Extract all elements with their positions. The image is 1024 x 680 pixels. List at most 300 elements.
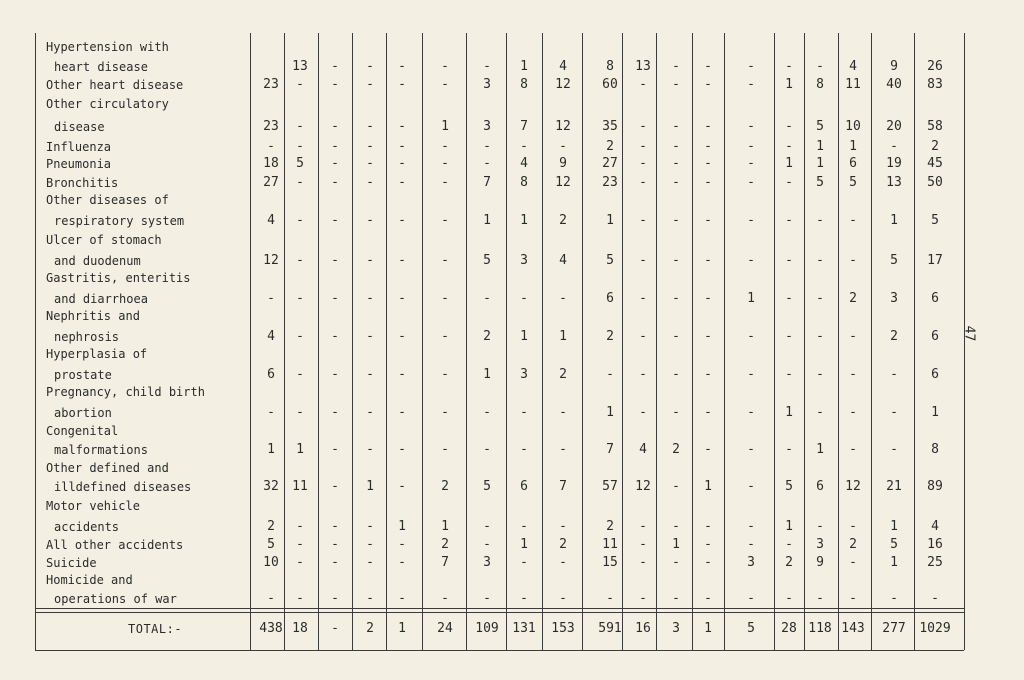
cell-value: 1 — [785, 156, 793, 171]
cell-value: - — [331, 156, 339, 171]
cell-value: - — [296, 77, 304, 92]
cell-value: - — [747, 213, 755, 228]
cell-value: - — [366, 77, 374, 92]
cell-value: 23 — [602, 175, 618, 190]
cell-value: - — [785, 442, 793, 457]
cell-value: - — [785, 591, 793, 606]
column-rule — [542, 33, 543, 650]
cell-value: 7 — [520, 119, 528, 134]
cell-value: - — [672, 591, 680, 606]
cell-value: - — [639, 119, 647, 134]
cell-value: - — [331, 253, 339, 268]
row-label: Pregnancy, child birth — [46, 385, 205, 399]
cell-value: - — [559, 405, 567, 420]
cell-value: 11 — [602, 537, 618, 552]
cell-value: - — [296, 139, 304, 154]
cell-value: - — [816, 329, 824, 344]
row-label: Gastritis, enteritis — [46, 271, 191, 285]
cell-value: 2 — [559, 213, 567, 228]
cell-value: - — [398, 156, 406, 171]
cell-value: 6 — [849, 156, 857, 171]
cell-value: 27 — [602, 156, 618, 171]
cell-value: - — [704, 405, 712, 420]
cell-value: - — [331, 213, 339, 228]
cell-value: - — [747, 77, 755, 92]
cell-value: 7 — [483, 175, 491, 190]
column-rule — [964, 33, 965, 650]
cell-value: - — [606, 367, 614, 382]
cell-value: 5 — [296, 156, 304, 171]
cell-value: - — [520, 555, 528, 570]
cell-value: - — [366, 367, 374, 382]
cell-value: - — [366, 442, 374, 457]
cell-value: - — [672, 175, 680, 190]
cell-value: - — [747, 329, 755, 344]
cell-value: - — [331, 591, 339, 606]
total-label: TOTAL:- — [128, 622, 183, 636]
cell-value: 13 — [292, 59, 308, 74]
cell-value: - — [366, 291, 374, 306]
row-label: Other defined and — [46, 461, 169, 475]
cell-value: - — [785, 367, 793, 382]
cell-value: 3 — [483, 555, 491, 570]
total-value: 1029 — [919, 621, 951, 636]
cell-value: 21 — [886, 479, 902, 494]
cell-value: - — [398, 537, 406, 552]
row-label: disease — [54, 120, 105, 134]
cell-value: 6 — [816, 479, 824, 494]
cell-value: 17 — [927, 253, 943, 268]
cell-value: - — [296, 119, 304, 134]
cell-value: - — [672, 59, 680, 74]
cell-value: 12 — [845, 479, 861, 494]
cell-value: - — [398, 367, 406, 382]
cell-value: - — [704, 367, 712, 382]
column-rule — [466, 33, 467, 650]
cell-value: 1 — [606, 213, 614, 228]
cell-value: 6 — [267, 367, 275, 382]
cell-value: - — [441, 291, 449, 306]
cell-value: - — [704, 253, 712, 268]
row-label: Congenital — [46, 424, 119, 438]
cell-value: - — [559, 139, 567, 154]
cell-value: 13 — [635, 59, 651, 74]
cell-value: 1 — [366, 479, 374, 494]
cell-value: - — [704, 175, 712, 190]
cell-value: 83 — [927, 77, 943, 92]
cell-value: 1 — [890, 213, 898, 228]
cell-value: - — [366, 156, 374, 171]
cell-value: - — [747, 479, 755, 494]
cell-value: 2 — [559, 367, 567, 382]
cell-value: - — [672, 329, 680, 344]
cell-value: - — [331, 77, 339, 92]
cell-value: 5 — [816, 119, 824, 134]
cell-value: 1 — [441, 119, 449, 134]
cell-value: - — [849, 519, 857, 534]
cell-value: - — [483, 405, 491, 420]
cell-value: 3 — [520, 253, 528, 268]
cell-value: - — [704, 329, 712, 344]
cell-value: - — [747, 537, 755, 552]
cell-value: 1 — [520, 537, 528, 552]
cell-value: 19 — [886, 156, 902, 171]
cell-value: - — [747, 119, 755, 134]
total-value: 118 — [808, 621, 832, 636]
column-rule — [422, 33, 423, 650]
cell-value: 1 — [785, 77, 793, 92]
cell-value: - — [639, 156, 647, 171]
cell-value: - — [639, 555, 647, 570]
cell-value: 5 — [606, 253, 614, 268]
cell-value: - — [785, 119, 793, 134]
cell-value: 9 — [890, 59, 898, 74]
cell-value: - — [639, 367, 647, 382]
row-label: All other accidents — [46, 538, 184, 552]
cell-value: 27 — [263, 175, 279, 190]
cell-value: - — [366, 139, 374, 154]
cell-value: - — [639, 329, 647, 344]
cell-value: - — [639, 537, 647, 552]
cell-value: 4 — [559, 253, 567, 268]
row-label: Pneumonia — [46, 157, 112, 171]
cell-value: 5 — [931, 213, 939, 228]
cell-value: 20 — [886, 119, 902, 134]
cell-value: 1 — [559, 329, 567, 344]
row-label: Bronchitis — [46, 176, 119, 190]
cell-value: - — [672, 139, 680, 154]
cell-value: - — [520, 291, 528, 306]
cell-value: - — [331, 537, 339, 552]
cell-value: 1 — [747, 291, 755, 306]
cell-value: - — [296, 329, 304, 344]
cell-value: 6 — [606, 291, 614, 306]
cell-value: - — [785, 253, 793, 268]
cell-value: 1 — [816, 156, 824, 171]
cell-value: - — [639, 519, 647, 534]
cell-value: 1 — [296, 442, 304, 457]
cell-value: - — [672, 291, 680, 306]
row-label: abortion — [54, 406, 112, 420]
cell-value: - — [704, 156, 712, 171]
cell-value: 2 — [483, 329, 491, 344]
total-value: 5 — [747, 621, 755, 636]
cell-value: - — [296, 253, 304, 268]
column-rule — [914, 33, 915, 650]
cell-value: - — [559, 291, 567, 306]
cell-value: 2 — [441, 537, 449, 552]
cell-value: - — [672, 519, 680, 534]
cell-value: - — [483, 591, 491, 606]
total-value: 16 — [635, 621, 651, 636]
cell-value: 1 — [931, 405, 939, 420]
cell-value: - — [520, 139, 528, 154]
cell-value: - — [267, 405, 275, 420]
cell-value: 1 — [520, 213, 528, 228]
cell-value: 89 — [927, 479, 943, 494]
cell-value: - — [639, 213, 647, 228]
cell-value: 15 — [602, 555, 618, 570]
cell-value: 35 — [602, 119, 618, 134]
cell-value: - — [849, 442, 857, 457]
cell-value: - — [606, 591, 614, 606]
row-label: Nephritis and — [46, 309, 140, 323]
cell-value: - — [441, 139, 449, 154]
column-rule — [250, 33, 251, 650]
cell-value: 12 — [635, 479, 651, 494]
cell-value: - — [331, 555, 339, 570]
cell-value: - — [331, 367, 339, 382]
cell-value: 1 — [483, 367, 491, 382]
cell-value: 6 — [520, 479, 528, 494]
cell-value: 12 — [555, 77, 571, 92]
row-label: accidents — [54, 520, 120, 534]
cell-value: - — [331, 59, 339, 74]
cell-value: - — [441, 213, 449, 228]
cell-value: 23 — [263, 77, 279, 92]
total-value: 143 — [841, 621, 865, 636]
cell-value: - — [559, 519, 567, 534]
cell-value: - — [366, 555, 374, 570]
cell-value: - — [520, 442, 528, 457]
cell-value: - — [639, 175, 647, 190]
row-label: and duodenum — [54, 254, 141, 268]
cell-value: - — [747, 139, 755, 154]
cell-value: - — [441, 329, 449, 344]
cell-value: 2 — [672, 442, 680, 457]
cell-value: 4 — [849, 59, 857, 74]
cell-value: - — [785, 175, 793, 190]
cell-value: - — [267, 591, 275, 606]
cell-value: 2 — [606, 329, 614, 344]
row-label: Hyperplasia of — [46, 347, 148, 361]
cell-value: 1 — [483, 213, 491, 228]
cell-value: - — [704, 77, 712, 92]
cell-value: 6 — [931, 367, 939, 382]
cell-value: 32 — [263, 479, 279, 494]
cell-value: - — [747, 156, 755, 171]
cell-value: - — [331, 175, 339, 190]
cell-value: 2 — [267, 519, 275, 534]
cell-value: - — [747, 175, 755, 190]
cell-value: 7 — [441, 555, 449, 570]
cell-value: - — [366, 119, 374, 134]
cell-value: - — [639, 77, 647, 92]
cell-value: - — [441, 77, 449, 92]
cell-value: 13 — [886, 175, 902, 190]
cell-value: 4 — [520, 156, 528, 171]
cell-value: 5 — [483, 253, 491, 268]
cell-value: - — [398, 175, 406, 190]
row-label: Motor vehicle — [46, 499, 140, 513]
cell-value: - — [672, 253, 680, 268]
total-value: 438 — [259, 621, 283, 636]
row-label: Ulcer of stomach — [46, 233, 162, 247]
cell-value: - — [331, 442, 339, 457]
cell-value: 12 — [555, 119, 571, 134]
cell-value: - — [639, 591, 647, 606]
cell-value: 5 — [890, 537, 898, 552]
cell-value: - — [890, 405, 898, 420]
cell-value: 5 — [267, 537, 275, 552]
cell-value: 1 — [672, 537, 680, 552]
cell-value: - — [704, 291, 712, 306]
column-rule — [871, 33, 872, 650]
cell-value: - — [890, 591, 898, 606]
cell-value: - — [849, 329, 857, 344]
total-value: 277 — [882, 621, 906, 636]
cell-value: 5 — [890, 253, 898, 268]
cell-value: 1 — [816, 139, 824, 154]
row-label: Other heart disease — [46, 78, 184, 92]
cell-value: - — [366, 405, 374, 420]
cell-value: - — [398, 479, 406, 494]
cell-value: - — [639, 291, 647, 306]
cell-value: - — [331, 291, 339, 306]
cell-value: 5 — [849, 175, 857, 190]
row-label: and diarrhoea — [54, 292, 148, 306]
cell-value: - — [398, 329, 406, 344]
cell-value: - — [639, 253, 647, 268]
cell-value: - — [785, 537, 793, 552]
cell-value: 3 — [520, 367, 528, 382]
cell-value: 8 — [606, 59, 614, 74]
cell-value: - — [849, 367, 857, 382]
cell-value: - — [672, 213, 680, 228]
cell-value: 6 — [931, 329, 939, 344]
cell-value: - — [704, 591, 712, 606]
cell-value: - — [331, 119, 339, 134]
cell-value: - — [441, 253, 449, 268]
total-value: 109 — [475, 621, 499, 636]
cell-value: 7 — [559, 479, 567, 494]
total-value: - — [331, 621, 339, 636]
total-rule — [35, 612, 964, 613]
cell-value: - — [267, 291, 275, 306]
cell-value: - — [331, 479, 339, 494]
cell-value: - — [331, 519, 339, 534]
cell-value: - — [483, 537, 491, 552]
cell-value: - — [931, 591, 939, 606]
cell-value: - — [398, 591, 406, 606]
cell-value: 8 — [816, 77, 824, 92]
cell-value: - — [639, 405, 647, 420]
total-value: 591 — [598, 621, 622, 636]
cell-value: 1 — [398, 519, 406, 534]
cell-value: - — [672, 405, 680, 420]
cell-value: 1 — [520, 329, 528, 344]
cell-value: - — [890, 442, 898, 457]
cell-value: - — [398, 291, 406, 306]
cell-value: - — [398, 139, 406, 154]
cell-value: - — [639, 139, 647, 154]
cell-value: - — [520, 405, 528, 420]
cell-value: - — [441, 591, 449, 606]
cell-value: - — [704, 119, 712, 134]
cell-value: - — [559, 442, 567, 457]
cell-value: - — [366, 591, 374, 606]
cell-value: 9 — [816, 555, 824, 570]
cell-value: 1 — [606, 405, 614, 420]
cell-value: - — [747, 59, 755, 74]
cell-value: 40 — [886, 77, 902, 92]
cell-value: - — [441, 59, 449, 74]
total-value: 131 — [512, 621, 536, 636]
cell-value: - — [483, 156, 491, 171]
column-rule — [35, 33, 36, 650]
cell-value: - — [441, 367, 449, 382]
cell-value: - — [398, 59, 406, 74]
cell-value: 4 — [267, 329, 275, 344]
cell-value: - — [849, 405, 857, 420]
cell-value: 1 — [520, 59, 528, 74]
cell-value: - — [704, 519, 712, 534]
cell-value: - — [672, 156, 680, 171]
cell-value: - — [398, 77, 406, 92]
cell-value: - — [816, 59, 824, 74]
cell-value: 1 — [441, 519, 449, 534]
cell-value: - — [816, 591, 824, 606]
cell-value: - — [366, 537, 374, 552]
cell-value: 2 — [849, 291, 857, 306]
cell-value: - — [747, 253, 755, 268]
cell-value: 1 — [849, 139, 857, 154]
cell-value: 1 — [704, 479, 712, 494]
total-value: 153 — [551, 621, 575, 636]
cell-value: - — [785, 139, 793, 154]
cell-value: - — [704, 555, 712, 570]
cell-value: - — [483, 59, 491, 74]
cell-value: - — [366, 329, 374, 344]
cell-value: 1 — [816, 442, 824, 457]
cell-value: 2 — [890, 329, 898, 344]
cell-value: 2 — [931, 139, 939, 154]
row-label: illdefined diseases — [54, 480, 192, 494]
cell-value: - — [398, 405, 406, 420]
cell-value: 45 — [927, 156, 943, 171]
cell-value: - — [366, 175, 374, 190]
cell-value: 1 — [785, 405, 793, 420]
cell-value: - — [849, 555, 857, 570]
cell-value: - — [785, 59, 793, 74]
cell-value: - — [398, 442, 406, 457]
cell-value: 10 — [845, 119, 861, 134]
total-value: 2 — [366, 621, 374, 636]
cell-value: 5 — [483, 479, 491, 494]
cell-value: - — [296, 367, 304, 382]
cell-value: - — [296, 213, 304, 228]
cell-value: - — [398, 119, 406, 134]
cell-value: 4 — [639, 442, 647, 457]
cell-value: - — [747, 442, 755, 457]
cell-value: - — [816, 519, 824, 534]
cell-value: 8 — [520, 77, 528, 92]
cell-value: 4 — [559, 59, 567, 74]
cell-value: - — [483, 519, 491, 534]
row-label: malformations — [54, 443, 148, 457]
cell-value: - — [747, 405, 755, 420]
cell-value: 1 — [890, 519, 898, 534]
total-value: 3 — [672, 621, 680, 636]
total-value: 28 — [781, 621, 797, 636]
total-rule — [35, 608, 964, 609]
cell-value: - — [366, 253, 374, 268]
cell-value: 5 — [816, 175, 824, 190]
cell-value: - — [672, 367, 680, 382]
cell-value: 1 — [267, 442, 275, 457]
total-value: 1 — [398, 621, 406, 636]
cell-value: - — [520, 519, 528, 534]
